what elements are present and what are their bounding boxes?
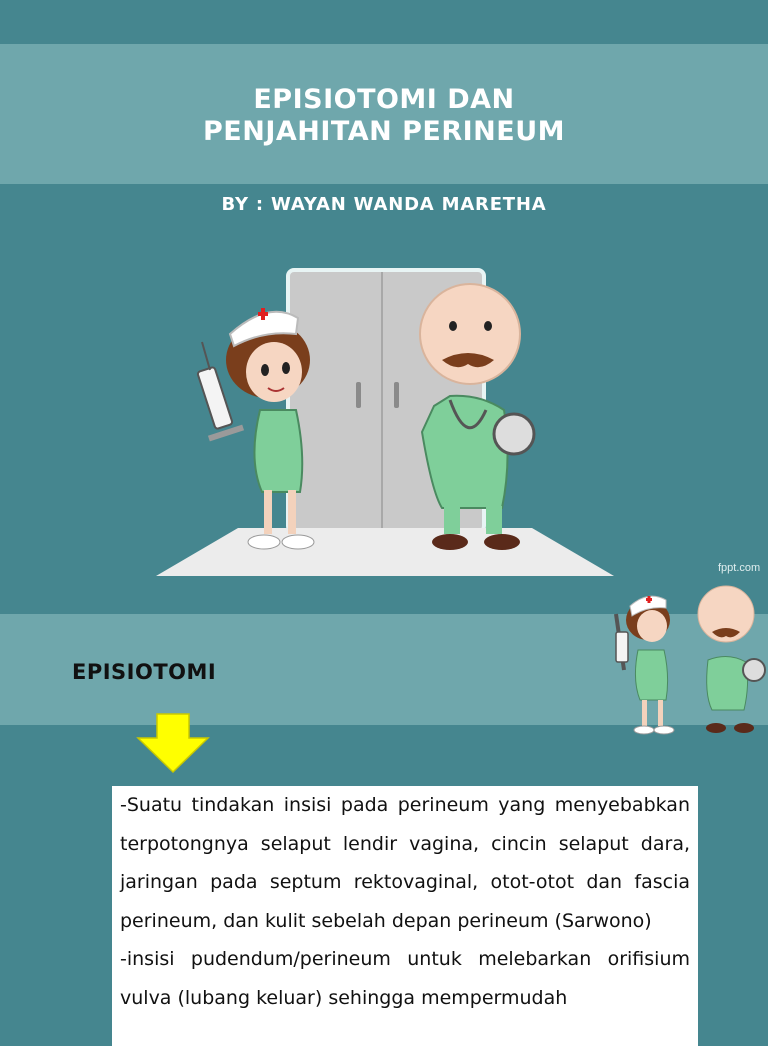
arrow-down-icon xyxy=(136,712,210,778)
definition-paragraph-1: -Suatu tindakan insisi pada perineum yang menyebabkan terpotongnya selaput lendir vagina, cincin selaput dara, jaringan pada septum rektovaginal, otot-otot dan fascia perineum, dan kulit sebelah depan perineum (Sarwono) xyxy=(120,794,690,932)
nurse-and-doctor-icon xyxy=(150,260,620,584)
slide-title xyxy=(0,84,768,148)
fppt-watermark: fppt.com xyxy=(718,562,761,574)
nurse-and-doctor-small-icon xyxy=(608,584,768,744)
title-line-1: EPISIOTOMI DAN xyxy=(253,84,515,115)
title-line-2: PENJAHITAN PERINEUM xyxy=(202,116,566,147)
author-subtitle: BY : WAYAN WANDA MARETHA xyxy=(221,194,547,215)
definition-paragraph-2: -insisi pudendum/perineum untuk melebarkan orifisium vulva (lubang keluar) sehingga mempermudah xyxy=(120,948,690,1009)
definition-text-box xyxy=(112,786,698,1046)
section-heading: EPISIOTOMI xyxy=(72,660,217,684)
definition-text xyxy=(120,786,690,1017)
